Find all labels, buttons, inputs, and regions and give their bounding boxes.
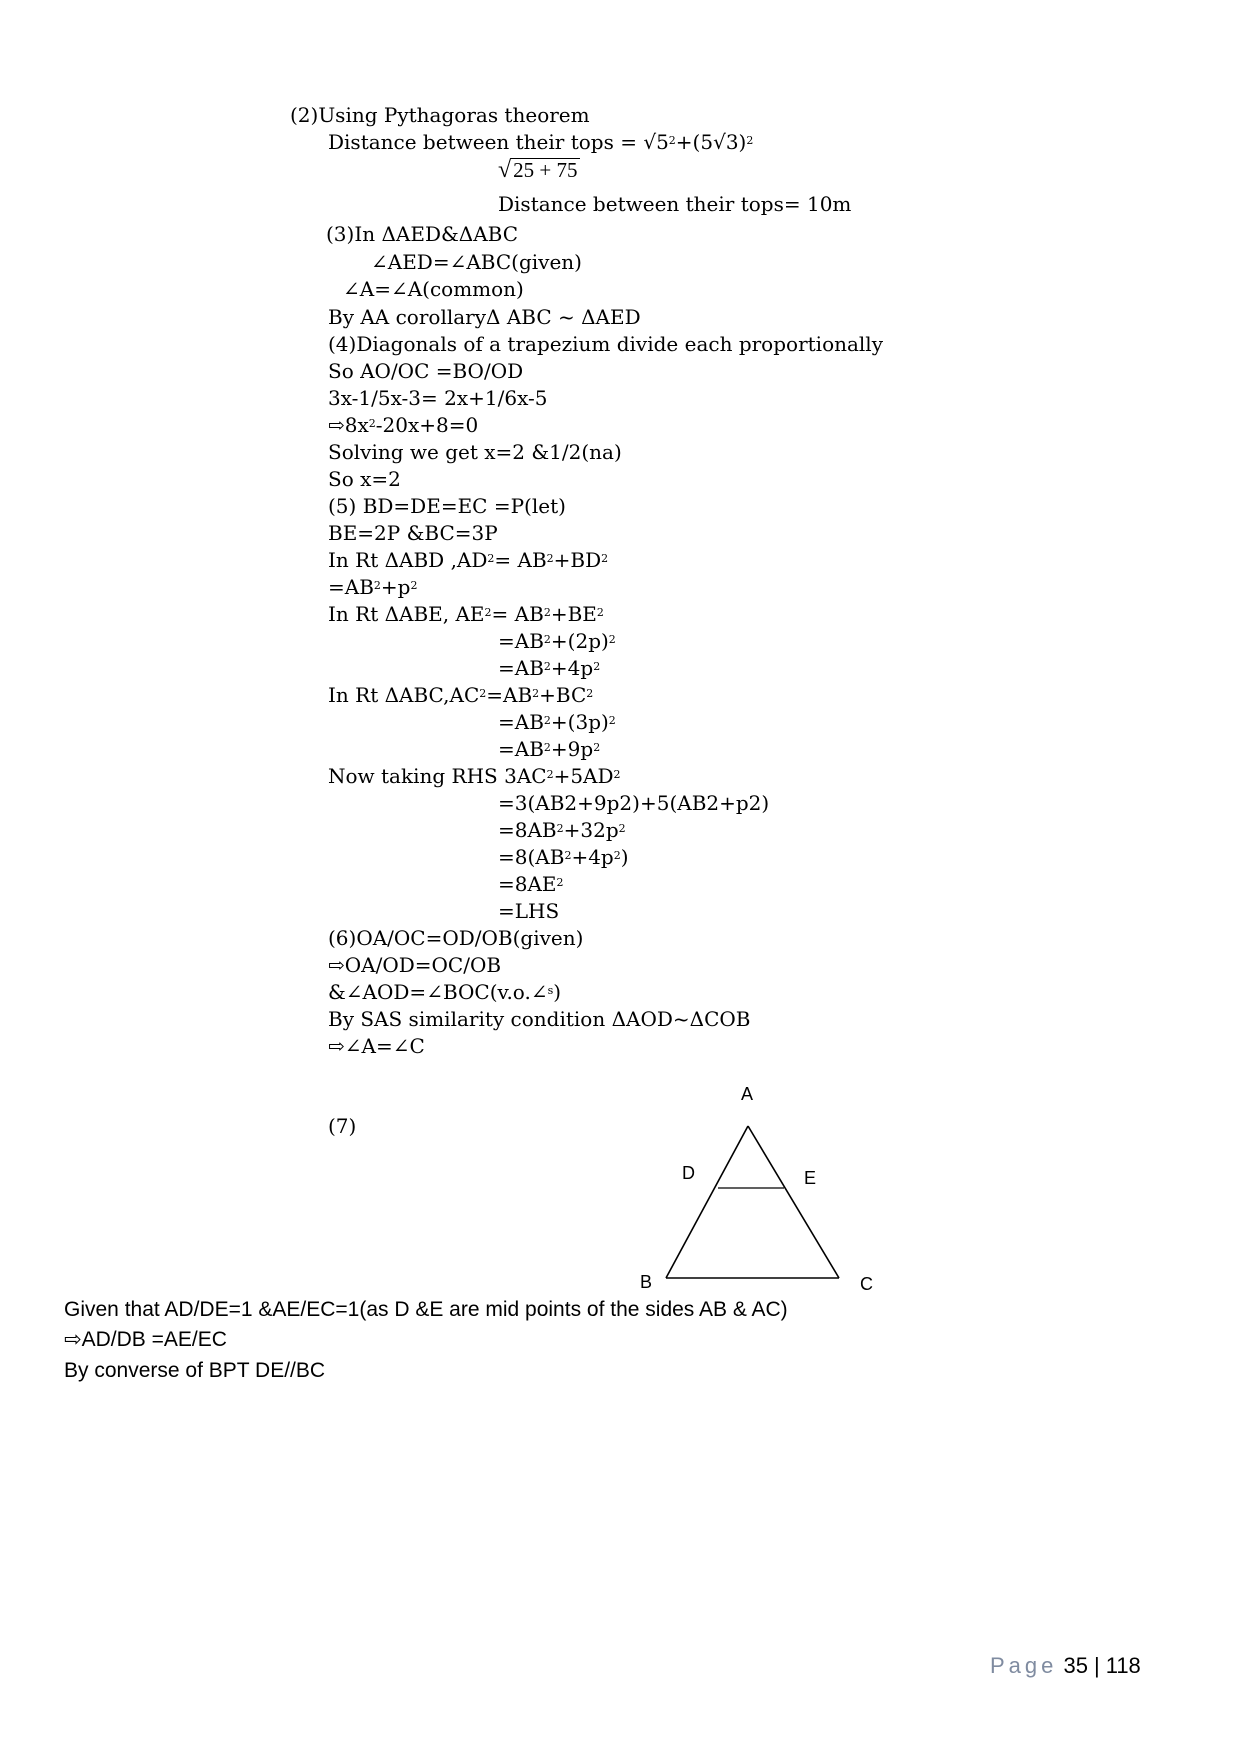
radical-sign: √: [498, 157, 512, 183]
line-q3-conclusion: By AA corollaryΔ ABC ~ ΔAED: [328, 305, 641, 329]
side-ab: [666, 1126, 748, 1278]
line-q4-equation: 3x-1/5x-3= 2x+1/6x-5: [328, 386, 548, 410]
line-q6-angles: &∠AOD=∠BOC(v.o.∠$^s$): [328, 980, 562, 1004]
footer-total-pages: 118: [1105, 1653, 1141, 1678]
line-q5-abe-step1: $=AB^2+(2p)^2$: [498, 629, 616, 653]
triangle-diagram: [630, 1080, 890, 1300]
line-q7-ratio: ⇨AD/DB =AE/EC: [64, 1328, 227, 1351]
footer-page-number: 35: [1063, 1653, 1088, 1678]
line-q5-lhs: =LHS: [498, 899, 560, 923]
line-q5-abc: In Rt $\Delta ABC,AC^2=AB^2+BC^2$: [328, 683, 594, 707]
line-q5-abc-step1: $=AB^2+(3p)^2$: [498, 710, 616, 734]
radicand: 25 + 75: [513, 158, 578, 182]
line-q3-heading: (3)In ΔAED&ΔABC: [326, 222, 519, 246]
line-q4-solving: Solving we get x=2 &1/2(na): [328, 440, 622, 464]
side-ac: [748, 1126, 839, 1278]
footer-page-word: Page: [990, 1653, 1058, 1678]
line-q5-heading: (5) BD=DE=EC =P(let): [328, 494, 566, 518]
line-q5-rhs-step3: $=8(AB^2+4p^2)$: [498, 845, 629, 869]
line-q3-angle-given: ∠AED=∠ABC(given): [371, 250, 582, 274]
line-q6-heading: (6)OA/OC=OD/OB(given): [328, 926, 584, 950]
line-radical-expression: [498, 158, 580, 185]
line-q6-ratio: ⇨OA/OD=OC/OB: [328, 953, 502, 977]
line-q5-abd: In Rt ΔABD $,AD^2= AB^2+BD^2$: [328, 548, 609, 572]
line-q5-rhs-step2: $=8AB^2+32p^2$: [498, 818, 626, 842]
vertex-label-a: A: [741, 1084, 754, 1104]
line-q5-rhs-step4: $=8AE^2$: [498, 872, 564, 896]
line-q5-abe: In Rt ΔABE, $AE^2= AB^2+BE^2$: [328, 602, 604, 626]
line-q5-abe-step2: $=AB^2+4p^2$: [498, 656, 601, 680]
vertex-label-c: C: [860, 1274, 873, 1294]
line-distance-result: Distance between their tops= 10m: [498, 192, 852, 216]
vertex-label-b: B: [640, 1272, 653, 1292]
line-q6-sas: By SAS similarity condition ΔAOD~ΔCOB: [328, 1007, 751, 1031]
line-q5-rhs-step1: =3(AB2+9p2)+5(AB2+p2): [498, 791, 770, 815]
line-q6-conclusion: ⇨∠A=∠C: [328, 1034, 425, 1058]
line-pythagoras-heading: (2)Using Pythagoras theorem: [290, 103, 590, 127]
line-q4-answer: So x=2: [328, 467, 401, 491]
line-q5-be-bc: BE=2P &BC=3P: [328, 521, 498, 545]
line-distance-formula: Distance between their tops = $√5^2+(5√3)^2$: [328, 130, 754, 154]
line-q4-heading: (4)Diagonals of a trapezium divide each proportionally: [328, 332, 883, 356]
line-q3-angle-common: ∠A=∠A(common): [343, 277, 524, 301]
line-q5-abd-result: $=AB^2+p^2$: [328, 575, 418, 599]
line-q7-heading: (7): [328, 1114, 357, 1138]
line-q7-given: Given that AD/DE=1 &AE/EC=1(as D &E are mid points of the sides AB & AC): [64, 1298, 788, 1321]
line-q5-abc-step2: $=AB^2+9p^2$: [498, 737, 601, 761]
page-footer: [990, 1653, 1141, 1679]
line-q5-rhs: Now taking RHS $3AC^2+5AD^2$: [328, 764, 621, 788]
line-q4-quadratic: $⇨8x^2-20x+8=0$: [328, 413, 479, 437]
vertex-label-e: E: [804, 1168, 817, 1188]
line-q4-ratio: So AO/OC =BO/OD: [328, 359, 524, 383]
vertex-label-d: D: [682, 1163, 695, 1183]
line-q7-conclusion: By converse of BPT DE//BC: [64, 1359, 326, 1382]
footer-separator: |: [1094, 1653, 1100, 1678]
